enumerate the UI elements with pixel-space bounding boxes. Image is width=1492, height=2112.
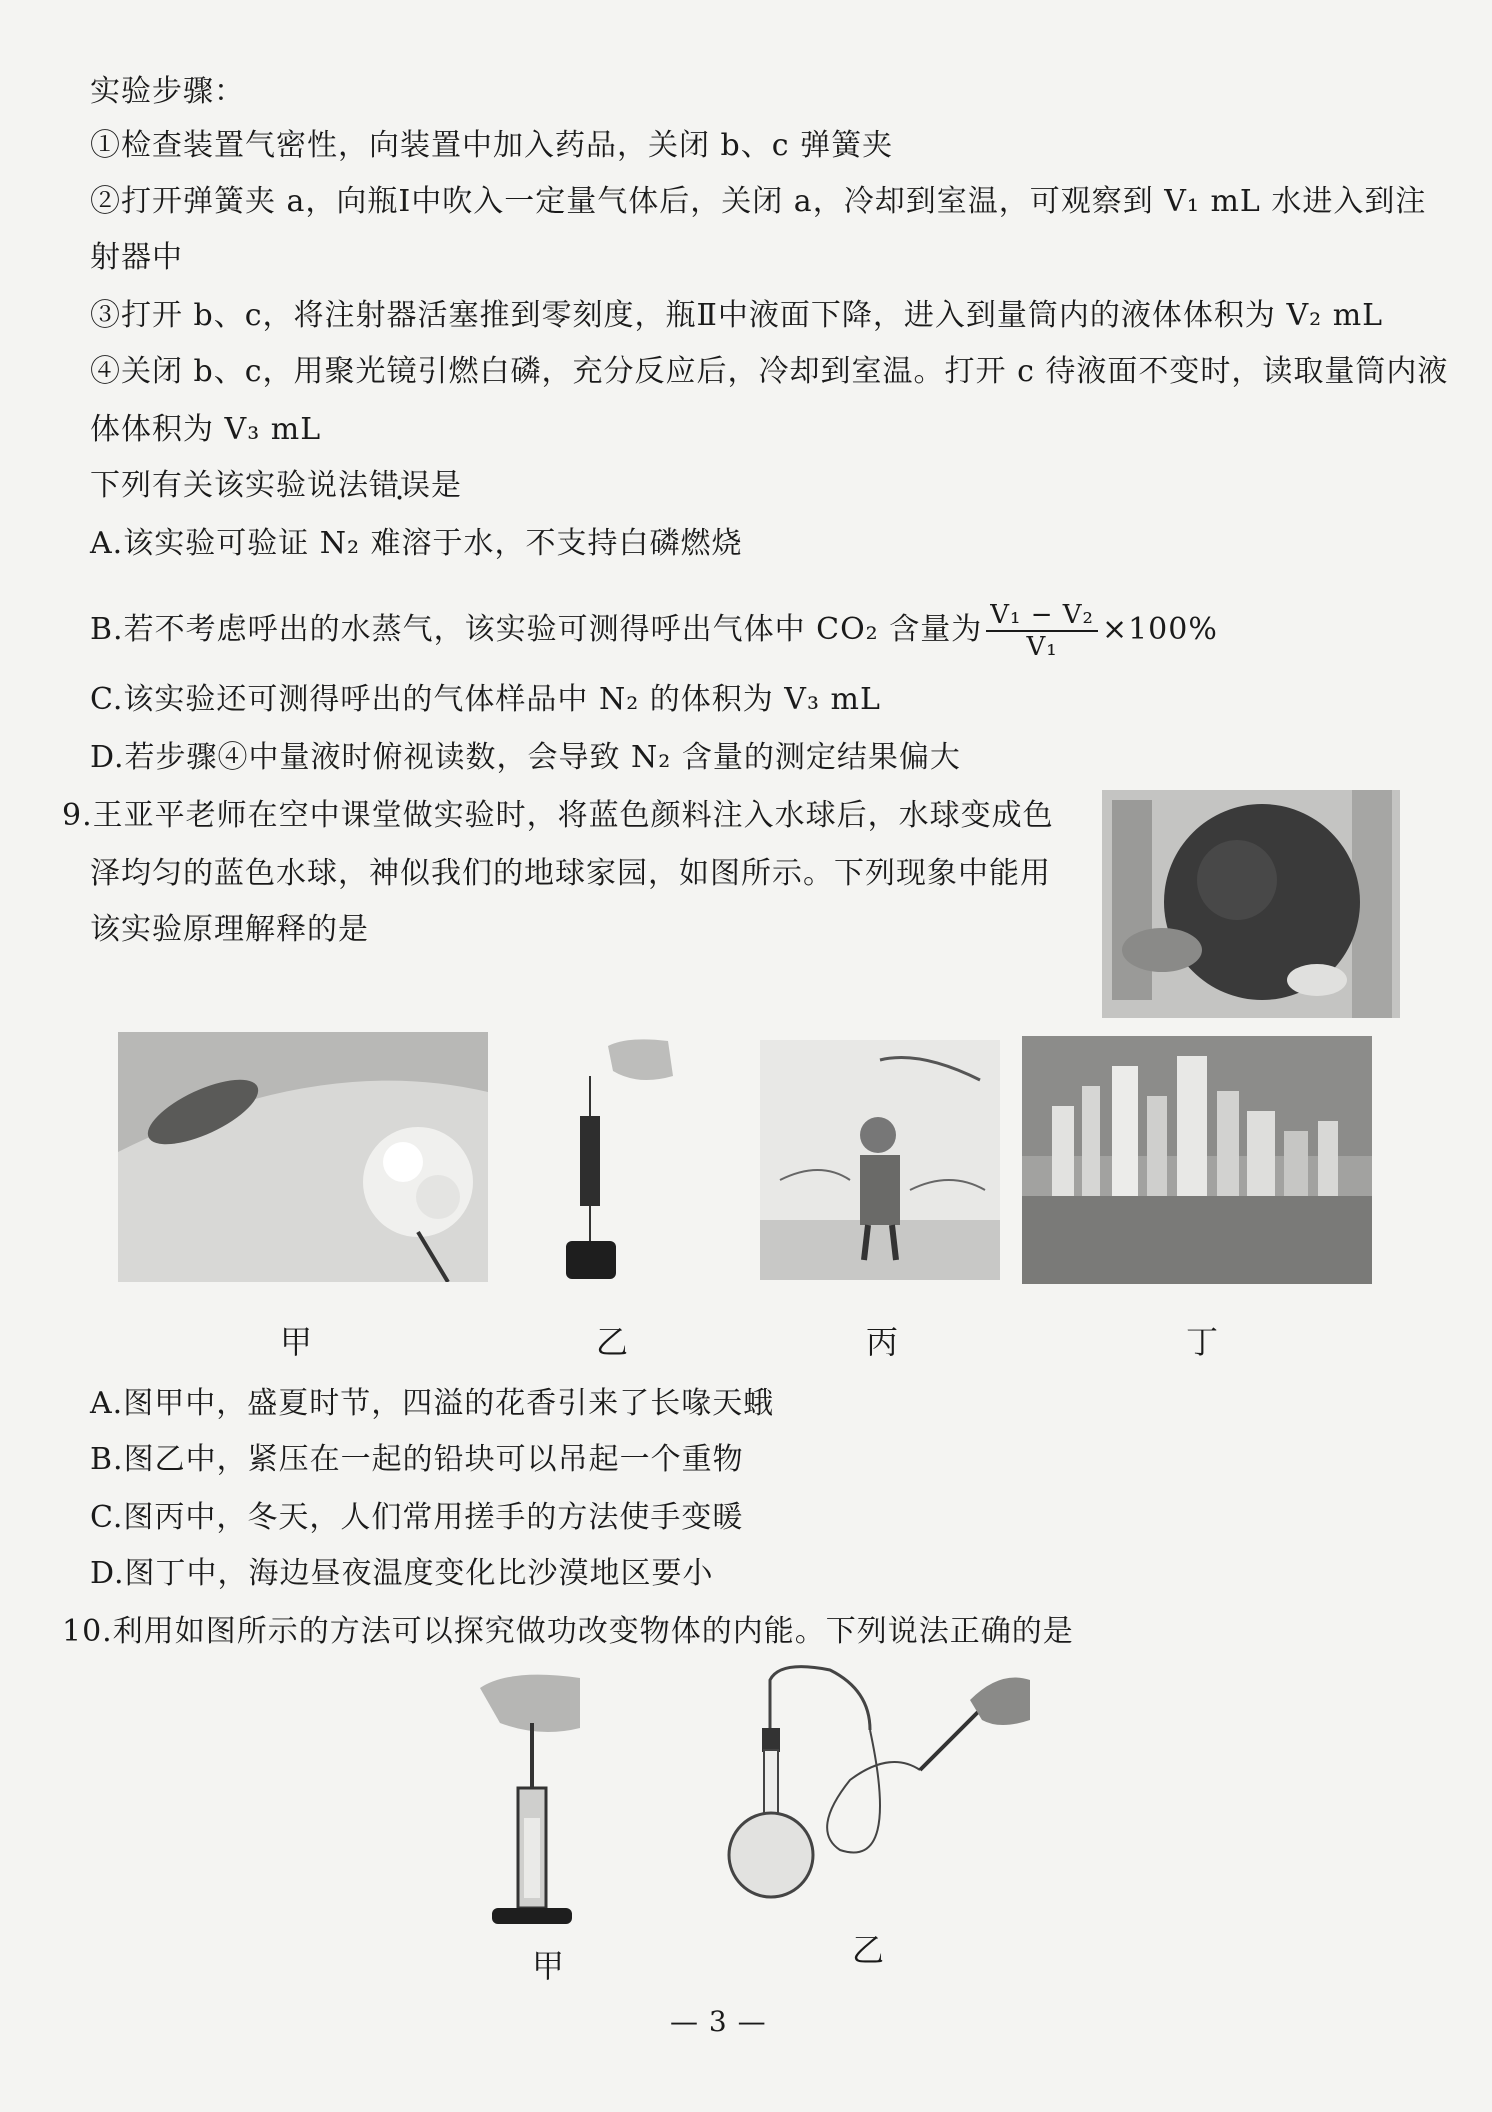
- q8-option-d: D.若步骤④中量液时俯视读数，会导致 N₂ 含量的测定结果偏大: [90, 740, 961, 775]
- q9-option-d: D.图丁中，海边昼夜温度变化比沙漠地区要小: [90, 1556, 714, 1591]
- prompt-suffix: 是: [431, 468, 462, 503]
- figure-yi-lead-blocks: [548, 1036, 678, 1286]
- q10-line-1: 10.利用如图所示的方法可以探究做功改变物体的内能。下列说法正确的是: [62, 1614, 1074, 1649]
- caption-jia: 甲: [279, 1323, 312, 1361]
- q10-caption-yi: 乙: [851, 1931, 884, 1969]
- caption-ding: 丁: [1185, 1323, 1218, 1361]
- q9-line-1: 9.王亚平老师在空中课堂做实验时，将蓝色颜料注入水球后，水球变成色: [62, 798, 1054, 833]
- step-2-line-1: ②打开弹簧夹 a，向瓶Ⅰ中吹入一定量气体后，关闭 a，冷却到室温，可观察到 V₁ mL 水进入到注: [90, 184, 1427, 219]
- prompt-emphasis: 错误: [369, 468, 431, 503]
- figure-bing-rubbing-hands: [760, 1040, 1000, 1280]
- q10-caption-jia: 甲: [531, 1947, 564, 1985]
- q9-option-c: C.图丙中，冬天，人们常用搓手的方法使手变暖: [90, 1500, 744, 1535]
- caption-yi: 乙: [595, 1323, 628, 1361]
- option-b-suffix: ×100%: [1101, 612, 1218, 647]
- q9-option-a: A.图甲中，盛夏时节，四溢的花香引来了长喙天蛾: [90, 1386, 775, 1421]
- caption-bing: 丙: [865, 1323, 898, 1361]
- step-2-line-2: 射器中: [90, 240, 183, 275]
- step-1: ①检查装置气密性，向装置中加入药品，关闭 b、c 弹簧夹: [90, 128, 894, 163]
- q8-option-c: C.该实验还可测得呼出的气体样品中 N₂ 的体积为 V₃ mL: [90, 682, 881, 717]
- figure-jia-moth-flower: [118, 1032, 488, 1282]
- fraction-denominator: V₁: [1026, 632, 1058, 662]
- q8-option-a: A.该实验可验证 N₂ 难溶于水，不支持白磷燃烧: [90, 526, 743, 561]
- figure-ding-seaside-city: [1022, 1036, 1372, 1284]
- page-number: — 3 —: [670, 2005, 767, 2038]
- q8-option-b: [90, 600, 1218, 662]
- water-ball-photo: [1102, 790, 1400, 1018]
- q9-line-2: 泽均匀的蓝色水球，神似我们的地球家园，如图所示。下列现象中能用: [90, 856, 1051, 891]
- q9-line-3: 该实验原理解释的是: [90, 912, 369, 947]
- step-3: ③打开 b、c，将注射器活塞推到零刻度，瓶Ⅱ中液面下降，进入到量筒内的液体体积为 V₂ mL: [90, 298, 1384, 333]
- co2-fraction: [986, 600, 1098, 662]
- steps-title: 实验步骤：: [90, 74, 245, 109]
- figure-yi-flask-pump: [720, 1650, 1040, 1920]
- prompt-prefix: 下列有关该实验说法: [90, 468, 369, 503]
- figure-jia-air-pump: [470, 1668, 590, 1938]
- step-4-line-2: 体体积为 V₃ mL: [90, 412, 322, 447]
- q9-option-b: B.图乙中，紧压在一起的铅块可以吊起一个重物: [90, 1442, 744, 1477]
- step-4-line-1: ④关闭 b、c，用聚光镜引燃白磷，充分反应后，冷却到室温。打开 c 待液面不变时，读取量筒内液: [90, 354, 1449, 389]
- question-8-prompt: [90, 466, 462, 506]
- fraction-numerator: V₁ − V₂: [986, 600, 1098, 632]
- option-b-prefix: B.若不考虑呼出的水蒸气，该实验可测得呼出气体中 CO₂ 含量为: [90, 612, 983, 647]
